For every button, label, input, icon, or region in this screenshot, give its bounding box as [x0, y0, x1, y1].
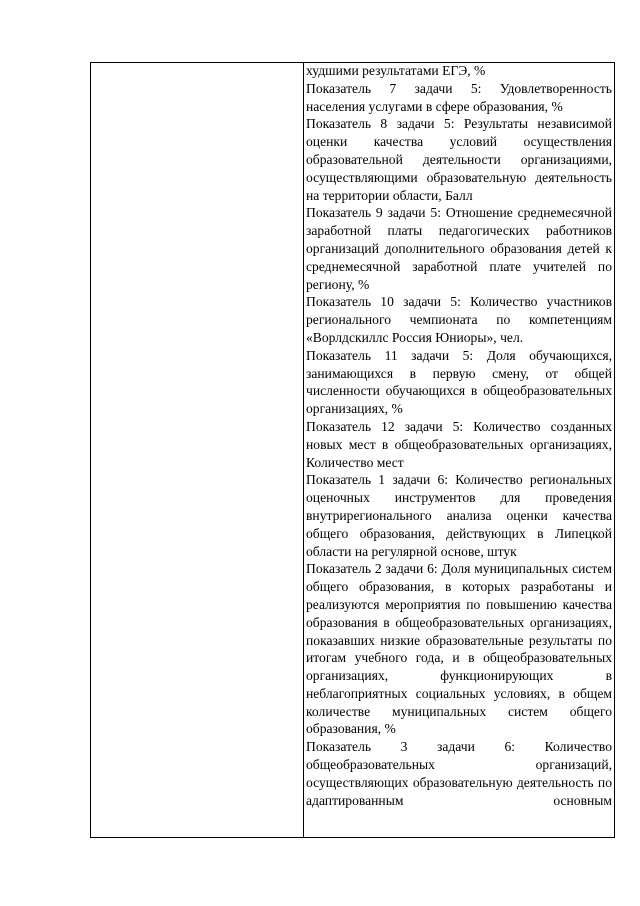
indicator-8-task-5: Показатель 8 задачи 5: Результаты независимой оценки качества условий осуществления образовательной деятельности организациями, осуществляющими образовательную деятельность на территории области, Балл [306, 116, 612, 203]
indicator-2-task-6: Показатель 2 задачи 6: Доля муниципальных систем общего образования, в которых разработаны и реализуются мероприятия по повышению качества образования в общеобразовательных организациях, показавших низкие образовательные результаты по итогам учебного года, и в общеобразовательных организациях, функционирующих в неблагоприятных социальных условиях, в общем количестве муниципальных систем общего образования, % [306, 561, 612, 737]
indicator-7-task-5: Показатель 7 задачи 5: Удовлетворенность населения услугами в сфере образования, % [306, 80, 612, 114]
document-table [90, 62, 615, 838]
indicator-11-task-5: Показатель 11 задачи 5: Доля обучающихся, занимающихся в первую смену, от общей численности обучающихся в общеобразовательных организациях, % [306, 347, 612, 417]
indicator-1-task-6: Показатель 1 задачи 6: Количество региональных оценочных инструментов для проведения внутрирегионального анализа оценки качества общего образования, действующих в Липецкой области на регулярной основе, штук [306, 472, 612, 559]
indicator-10-task-5: Показатель 10 задачи 5: Количество участников регионального чемпионата по компетенциям «Ворлдскиллс Россия Юниоры», чел. [306, 294, 612, 345]
indicator-paragraph-continuation: худшими результатами ЕГЭ, % [306, 63, 486, 78]
indicator-12-task-5: Показатель 12 задачи 5: Количество созданных новых мест в общеобразовательных организациях, Количество мест [306, 418, 612, 470]
indicator-9-task-5: Показатель 9 задачи 5: Отношение среднемесячной заработной платы педагогических работников организаций дополнительного образования детей к среднемесячной заработной плате учителей по региону, % [306, 205, 612, 292]
indicator-3-task-6: Показатель 3 задачи 6: Количество общеобразовательных организаций, осуществляющих образовательную деятельность по адаптированным основным [306, 739, 612, 808]
table-right-column-cell [304, 63, 614, 837]
table-left-column-cell [91, 63, 304, 837]
